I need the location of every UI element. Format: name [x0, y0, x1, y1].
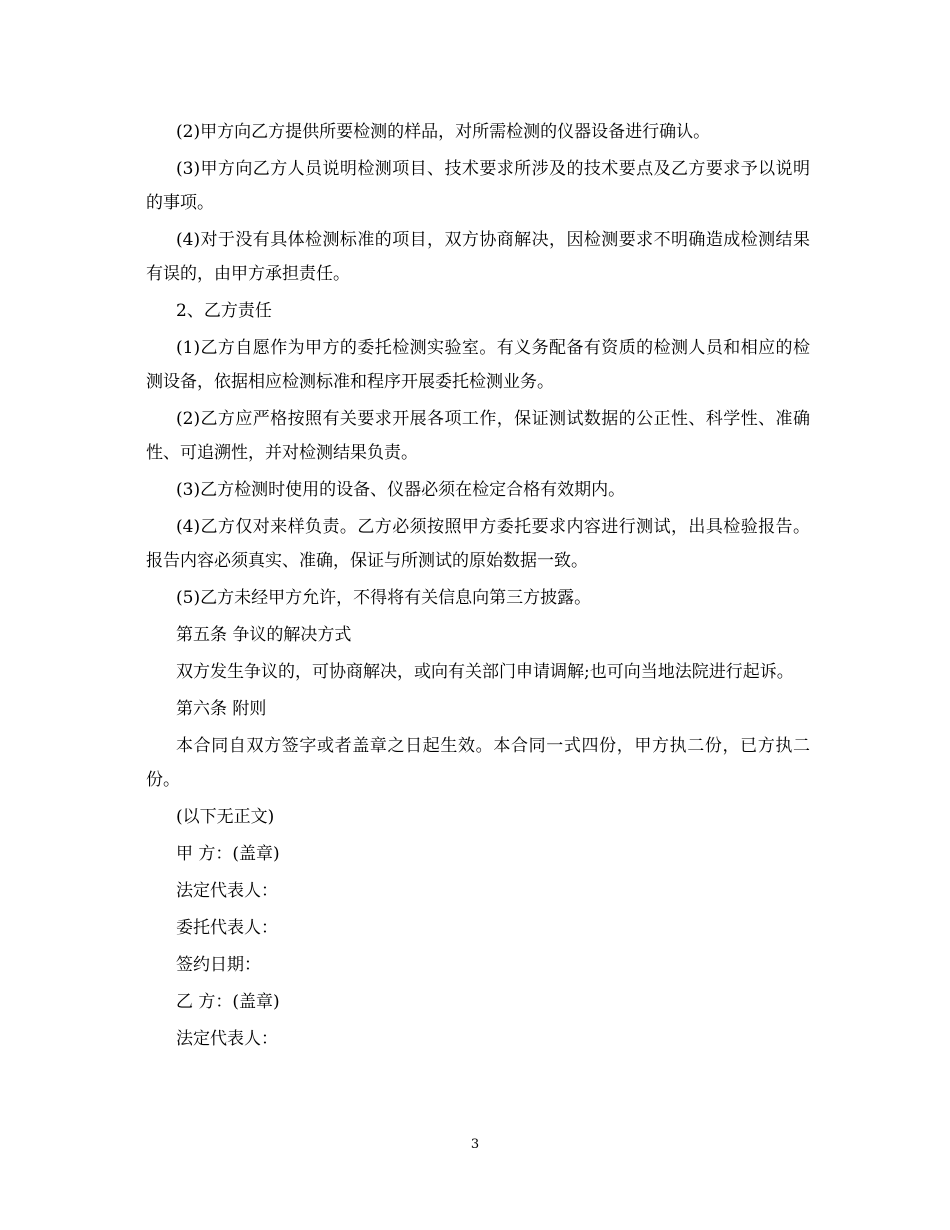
article-heading: 第六条 附则	[176, 699, 267, 719]
authorized-representative-line: 委托代表人：	[176, 918, 278, 938]
clause-paragraph: (2)乙方应严格按照有关要求开展各项工作，保证测试数据的公正性、科学性、准确性、可追溯性，并对检测结果负责。	[146, 409, 810, 463]
signing-date-line: 签约日期：	[176, 955, 261, 975]
party-b-line: 乙 方：(盖章)	[176, 992, 280, 1012]
end-note: (以下无正文)	[176, 807, 275, 827]
page-number: 3	[470, 1137, 480, 1152]
clause-paragraph: (1)乙方自愿作为甲方的委托检测实验室。有义务配备有资质的检测人员和相应的检测设备，依据相应检测标准和程序开展委托检测业务。	[146, 338, 810, 392]
clause-paragraph: (4)对于没有具体检测标准的项目，双方协商解决，因检测要求不明确造成检测结果有误的，由甲方承担责任。	[146, 230, 810, 284]
clause-paragraph: (3)乙方检测时使用的设备、仪器必须在检定合格有效期内。	[176, 480, 626, 500]
clause-paragraph: (2)甲方向乙方提供所要检测的样品，对所需检测的仪器设备进行确认。	[176, 122, 711, 142]
clause-paragraph: 双方发生争议的，可协商解决，或向有关部门申请调解;也可向当地法院进行起诉。	[176, 662, 794, 682]
party-a-line: 甲 方：(盖章)	[176, 844, 280, 864]
legal-representative-line: 法定代表人：	[176, 881, 278, 901]
legal-representative-line: 法定代表人：	[176, 1029, 278, 1049]
clause-paragraph: (5)乙方未经甲方允许，不得将有关信息向第三方披露。	[176, 588, 592, 608]
document-body	[146, 115, 810, 1059]
section-heading: 2、乙方责任	[176, 301, 272, 321]
clause-paragraph: (3)甲方向乙方人员说明检测项目、技术要求所涉及的技术要点及乙方要求予以说明的事项。	[146, 159, 810, 213]
clause-paragraph: 本合同自双方签字或者盖章之日起生效。本合同一式四份，甲方执二份，已方执二份。	[146, 736, 810, 790]
article-heading: 第五条 争议的解决方式	[176, 625, 352, 645]
clause-paragraph: (4)乙方仅对来样负责。乙方必须按照甲方委托要求内容进行测试，出具检验报告。报告内容必须真实、准确，保证与所测试的原始数据一致。	[146, 517, 810, 571]
